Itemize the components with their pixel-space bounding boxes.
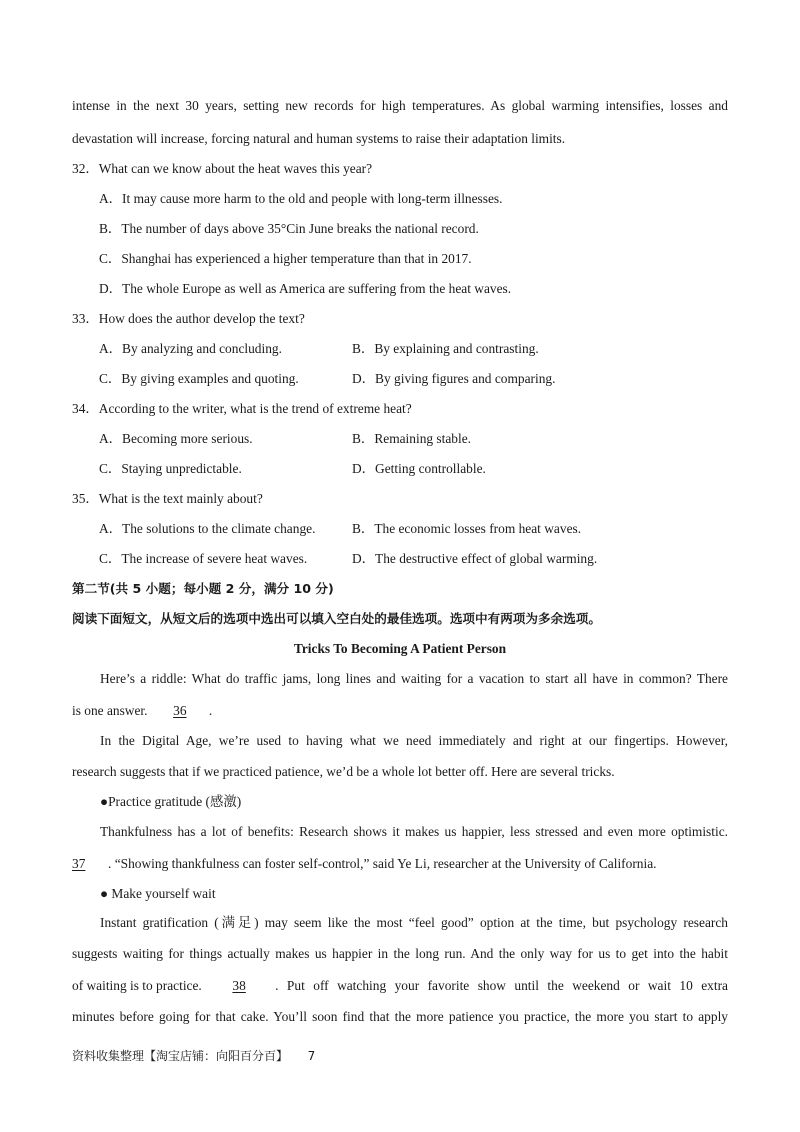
question-34-option-d: D．Getting controllable. <box>352 461 486 476</box>
paragraph-text: . Put off watching your favorite show until the weekend or wait 10 extra <box>275 978 728 993</box>
blank-number: 37 <box>72 856 86 871</box>
paragraph-line <box>72 856 657 872</box>
question-35-option-a: A．The solutions to the climate change. <box>99 521 316 536</box>
question-33-option-a: A．By analyzing and concluding. <box>99 341 282 356</box>
paragraph-line: Thankfulness has a lot of benefits: Research shows it makes us happier, less stressed and even more optimistic. <box>100 824 728 839</box>
question-34-option-b: B．Remaining stable. <box>352 431 472 446</box>
question-35-stem: 35．What is the text mainly about? <box>72 491 263 506</box>
question-33-option-b: B．By explaining and contrasting. <box>352 341 539 356</box>
paragraph-line: Instant gratification (满足) may seem like the most “feel good” option at the time, but psychology research <box>100 915 728 930</box>
question-35-option-b: B．The economic losses from heat waves. <box>352 521 582 536</box>
question-32-option-b: B．The number of days above 35°Cin June breaks the national record. <box>99 221 479 236</box>
paragraph-line: minutes before going for that cake. You’ll soon find that the more patience you practice, the more you start to apply <box>72 1009 728 1024</box>
section-heading: 第二节(共 5 小题；每小题 2 分，满分 10 分) <box>72 581 334 596</box>
paragraph-line: suggests waiting for things actually makes us happier in the long run. And the only way for us to get into the habit <box>72 946 728 961</box>
question-32-option-c: C．Shanghai has experienced a higher temperature than that in 2017. <box>99 251 472 266</box>
question-35-option-c: C．The increase of severe heat waves. <box>99 551 308 566</box>
paragraph-line <box>72 703 212 719</box>
paragraph-line <box>72 978 728 994</box>
question-33-stem: 33．How does the author develop the text? <box>72 311 305 326</box>
question-33-option-c: C．By giving examples and quoting. <box>99 371 299 386</box>
question-34-option-a: A．Becoming more serious. <box>99 431 253 446</box>
blank-37 <box>72 856 108 872</box>
paragraph-text: . <box>208 703 213 718</box>
blank-36 <box>151 703 209 719</box>
question-32-option-d: D．The whole Europe as well as America are suffering from the heat waves. <box>99 281 512 296</box>
page-number: 7 <box>307 1049 316 1063</box>
question-34-option-c: C．Staying unpredictable. <box>99 461 242 476</box>
paragraph-text: of waiting is to practice. <box>72 978 206 993</box>
paragraph-line: In the Digital Age, we’re used to having what we need immediately and right at our fingertips. However, <box>100 733 728 748</box>
passage-title: Tricks To Becoming A Patient Person <box>293 641 507 656</box>
paragraph-line: Here’s a riddle: What do traffic jams, long lines and waiting for a vacation to start all have in common? There <box>100 671 728 686</box>
question-33-option-d: D．By giving figures and comparing. <box>352 371 556 386</box>
paragraph-text: . “Showing thankfulness can foster self-control,” said Ye Li, researcher at the University of California. <box>108 856 657 871</box>
question-35-option-d: D．The destructive effect of global warming. <box>352 551 598 566</box>
bullet-heading: ●Practice gratitude (感激) <box>100 794 242 809</box>
question-34-stem: 34．According to the writer, what is the trend of extreme heat? <box>72 401 412 416</box>
blank-38 <box>205 978 273 994</box>
paragraph-line: research suggests that if we practiced patience, we’d be a whole lot better off. Here are several tricks. <box>72 764 615 779</box>
passage-line: devastation will increase, forcing natural and human systems to raise their adaptation limits. <box>72 131 566 146</box>
page-footer <box>72 1048 315 1064</box>
footer-text: 资料收集整理【淘宝店铺：向阳百分百】 <box>72 1049 289 1063</box>
question-32-stem: 32．What can we know about the heat waves this year? <box>72 161 373 176</box>
bullet-heading: ● Make yourself wait <box>100 886 216 901</box>
section-instruction: 阅读下面短文，从短文后的选项中选出可以填入空白处的最佳选项。选项中有两项为多余选项。 <box>72 611 601 626</box>
question-32-option-a: A．It may cause more harm to the old and people with long-term illnesses. <box>99 191 503 206</box>
paragraph-text: is one answer. <box>72 703 151 718</box>
blank-number: 36 <box>173 703 187 718</box>
passage-line: intense in the next 30 years, setting new records for high temperatures. As global warming intensifies, losses and <box>72 98 728 113</box>
blank-number: 38 <box>232 978 246 993</box>
